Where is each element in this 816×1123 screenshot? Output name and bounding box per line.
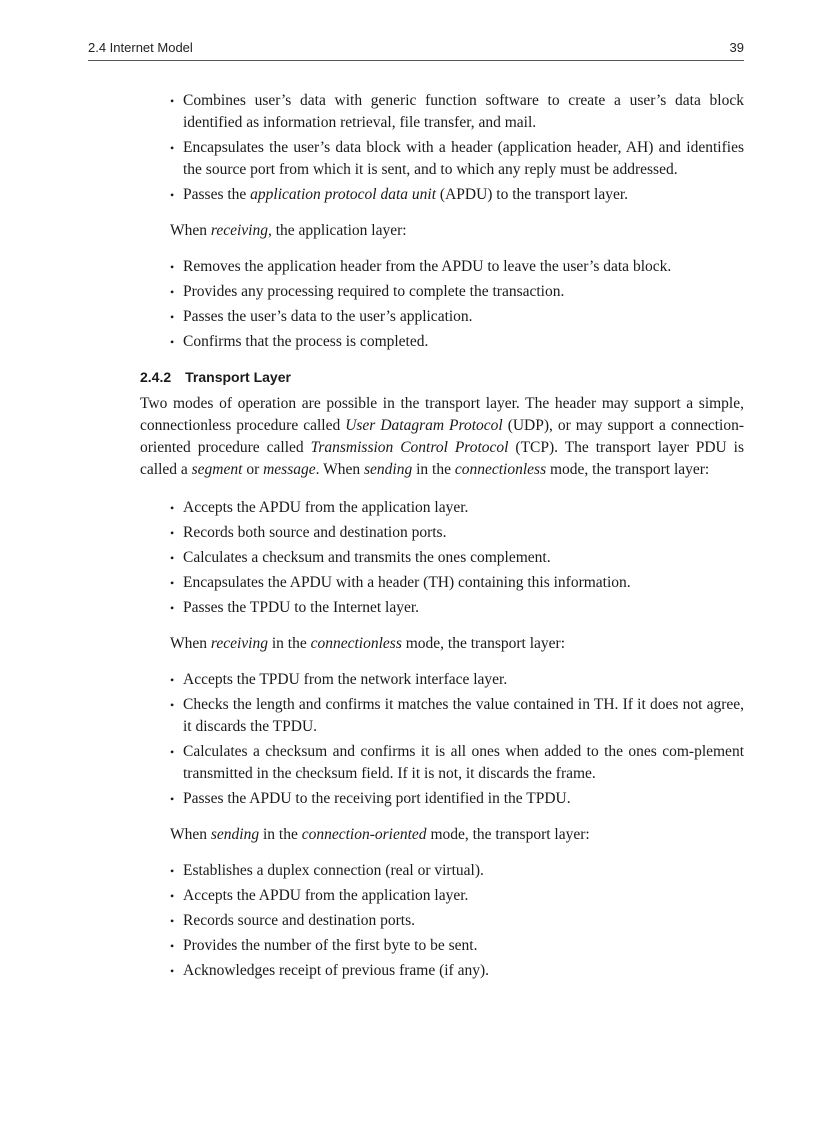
list-item: • Records both source and destination ports. (140, 522, 744, 544)
list-item: • Passes the application protocol data unit (APDU) to the transport layer. (140, 184, 744, 206)
list-item: • Provides the number of the first byte to be sent. (140, 935, 744, 957)
section-label: 2.4 Internet Model (88, 40, 193, 55)
section-heading: 2.4.2 Transport Layer (140, 369, 291, 385)
page-number: 39 (729, 40, 744, 55)
list-item: • Passes the TPDU to the Internet layer. (140, 597, 744, 619)
list-item: • Acknowledges receipt of previous frame (if any). (140, 960, 744, 982)
list-item: • Calculates a checksum and confirms it is all ones when added to the ones com-plement transmitted in the checksum field. If it is not, it discards the frame. (140, 741, 744, 785)
list-item: • Records source and destination ports. (140, 910, 744, 932)
list-item: • Passes the APDU to the receiving port identified in the TPDU. (140, 788, 744, 810)
sending-connection-oriented-intro: When sending in the connection-oriented mode, the transport layer: (170, 826, 590, 843)
transport-send-list (140, 497, 744, 619)
receiving-intro: When receiving, the application layer: (170, 222, 407, 239)
application-receive-list (140, 256, 744, 353)
page-body (140, 90, 744, 985)
list-item: • Calculates a checksum and transmits the ones complement. (140, 547, 744, 569)
list-item: • Provides any processing required to complete the transaction. (140, 281, 744, 303)
list-item: • Encapsulates the APDU with a header (TH) containing this information. (140, 572, 744, 594)
connection-oriented-send-list (140, 860, 744, 982)
transport-receive-list (140, 669, 744, 810)
list-item: • Confirms that the process is completed. (140, 331, 744, 353)
transport-paragraph: Two modes of operation are possible in the transport layer. The header may support a simple, connectionless procedure called User Datagram Protocol (UDP), or may support a connection-oriented procedure called Transmission Control Protocol (TCP). The transport layer PDU is called a segment or message. When sending in the connectionless mode, the transport layer: (140, 395, 744, 478)
list-item: • Accepts the TPDU from the network interface layer. (140, 669, 744, 691)
running-header (88, 38, 744, 61)
list-item: • Checks the length and confirms it matches the value contained in TH. If it does not agree, it discards the TPDU. (140, 694, 744, 738)
list-item: • Accepts the APDU from the application layer. (140, 497, 744, 519)
list-item: • Combines user’s data with generic function software to create a user’s data block identified as information retrieval, file transfer, and mail. (140, 90, 744, 134)
list-item: • Establishes a duplex connection (real or virtual). (140, 860, 744, 882)
list-item: • Passes the user’s data to the user’s application. (140, 306, 744, 328)
application-send-list (140, 90, 744, 206)
list-item: • Encapsulates the user’s data block with a header (application header, AH) and identifies the source port from which it is sent, and to which any reply must be addressed. (140, 137, 744, 181)
receiving-connectionless-intro: When receiving in the connectionless mode, the transport layer: (170, 635, 566, 652)
list-item: • Accepts the APDU from the application layer. (140, 885, 744, 907)
list-item: • Removes the application header from the APDU to leave the user’s data block. (140, 256, 744, 278)
